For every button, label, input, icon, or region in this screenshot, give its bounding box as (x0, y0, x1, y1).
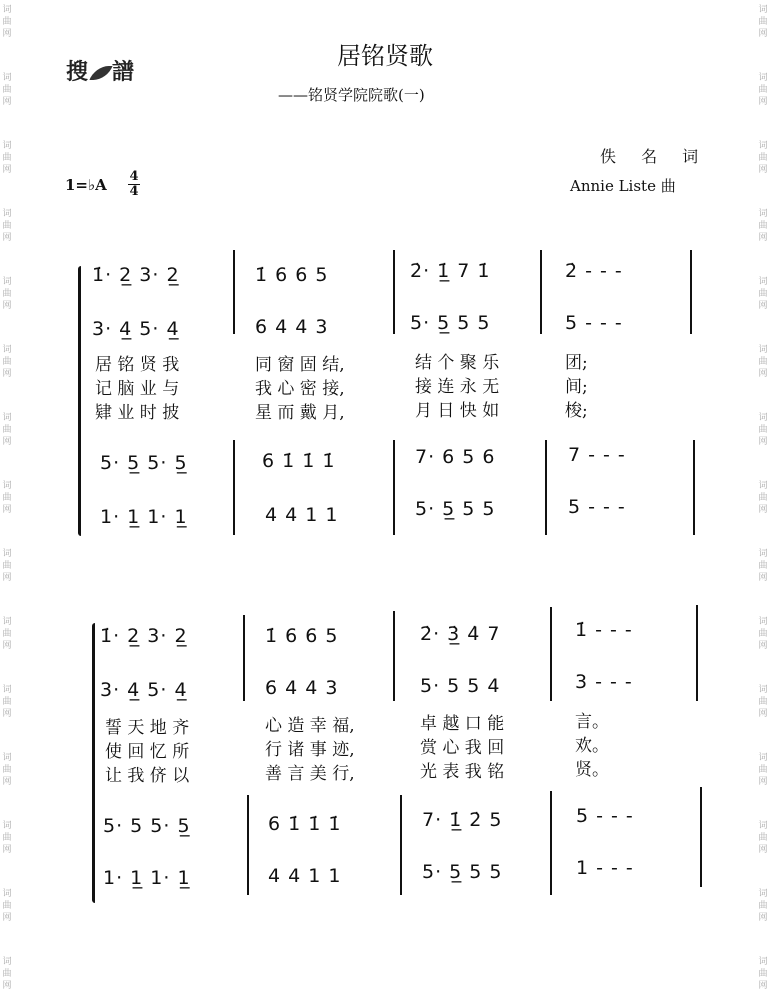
watermark-group (758, 208, 767, 244)
lyric-line-2-m2: 我 心 密 接, (255, 379, 345, 399)
watermark-char: 网 (758, 233, 768, 243)
watermark-char: 网 (2, 573, 12, 583)
watermark-char: 词 (2, 549, 12, 559)
watermark-char: 词 (2, 821, 12, 831)
time-signature (128, 170, 140, 199)
watermark-char: 曲 (2, 833, 12, 843)
lyric-line-3-m4: 梭; (565, 401, 588, 421)
watermark-char: 词 (758, 209, 768, 219)
watermark-char: 曲 (2, 17, 12, 27)
watermark-char: 网 (2, 845, 12, 855)
watermark-char: 词 (758, 549, 768, 559)
watermark-group (758, 956, 767, 992)
watermark-char: 曲 (2, 493, 12, 503)
watermark-char: 词 (758, 277, 768, 287)
watermark-char: 网 (2, 709, 12, 719)
song-subtitle: ——铭贤学院院歌(一) (278, 86, 425, 104)
lyric-line-2-m4: 间; (565, 377, 588, 397)
watermark-char: 曲 (758, 697, 768, 707)
composer-credit: Annie Liste 曲 (570, 177, 676, 195)
score-system-2 (0, 605, 770, 905)
lyric-line-3-m5: 让 我 侪 以 (105, 766, 190, 786)
watermark-group (2, 208, 11, 244)
staff3-m8: 5 - - - (576, 805, 634, 827)
watermark-group (2, 140, 11, 176)
watermark-char: 曲 (2, 357, 12, 367)
watermark-char: 曲 (758, 561, 768, 571)
watermark-char: 曲 (758, 425, 768, 435)
staff2-m3: 5· 5̲ 5 5 (410, 312, 491, 334)
watermark-char: 词 (2, 413, 12, 423)
watermark-char: 词 (758, 685, 768, 695)
staff1-m8: 1̇ - - - (575, 619, 633, 641)
watermark-char: 网 (2, 505, 12, 515)
watermark-char: 词 (2, 209, 12, 219)
staff2-m7: 5· 5 5 4 (420, 675, 501, 697)
watermark-char: 曲 (758, 357, 768, 367)
lyric-line-2-m1: 记 脑 业 与 (95, 379, 180, 399)
watermark-group (2, 548, 11, 584)
staff1-m6: 1̇ 6 6 5 (265, 625, 339, 647)
watermark-char: 网 (758, 845, 768, 855)
staff3-m4: 7 - - - (568, 444, 626, 466)
watermark-char: 曲 (2, 85, 12, 95)
lyric-line-1-m5: 誓 天 地 齐 (105, 718, 190, 738)
lyric-line-3-m8: 贤。 (575, 760, 609, 780)
lyric-line-1-m3: 结 个 聚 乐 (415, 353, 500, 373)
watermark-group (758, 4, 767, 40)
watermark-char: 曲 (2, 153, 12, 163)
watermark-char: 词 (758, 957, 768, 967)
watermark-group (2, 72, 11, 108)
watermark-char: 词 (2, 73, 12, 83)
watermark-char: 网 (2, 301, 12, 311)
watermark-char: 曲 (2, 765, 12, 775)
watermark-char: 网 (758, 913, 768, 923)
watermark-char: 网 (758, 709, 768, 719)
watermark-char: 曲 (2, 901, 12, 911)
staff3-m1: 5· 5̲ 5· 5̲ (100, 452, 188, 474)
watermark-char: 词 (758, 821, 768, 831)
watermark-char: 词 (2, 481, 12, 491)
watermark-group (758, 72, 767, 108)
staff2-m5: 3· 4̲ 5· 4̲ (100, 679, 188, 701)
lyric-line-2-m3: 接 连 永 无 (415, 377, 500, 397)
staff3-m3: 7· 6 5 6 (415, 446, 496, 468)
lyric-line-1-m4: 团; (565, 353, 588, 373)
watermark-char: 词 (2, 889, 12, 899)
staff1-m2: 1̇ 6 6 5 (255, 264, 329, 286)
watermark-char: 网 (2, 641, 12, 651)
lyric-line-3-m1: 肄 业 时 披 (95, 403, 180, 423)
watermark-char: 网 (2, 437, 12, 447)
watermark-char: 曲 (758, 493, 768, 503)
staff4-m1: 1· 1̲ 1· 1̲ (100, 506, 188, 528)
staff3-m5: 5· 5 5· 5̲ (103, 815, 191, 837)
staff2-m6: 6 4 4 3 (265, 677, 339, 699)
watermark-char: 词 (2, 617, 12, 627)
watermark-char: 网 (2, 97, 12, 107)
watermark-char: 曲 (758, 901, 768, 911)
logo-left-char: 搜 (66, 60, 91, 85)
staff4-m2: 4 4 1 1 (265, 504, 339, 526)
staff4-m3: 5· 5̲ 5 5 (415, 498, 496, 520)
watermark-char: 网 (2, 165, 12, 175)
watermark-char: 网 (2, 369, 12, 379)
watermark-group (2, 4, 11, 40)
lyric-line-2-m6: 行 诸 事 迹, (265, 740, 355, 760)
key-signature: 1=♭A (65, 176, 107, 194)
watermark-char: 词 (2, 753, 12, 763)
watermark-char: 词 (2, 5, 12, 15)
watermark-char: 网 (758, 573, 768, 583)
staff1-m3: 2̇· 1̲̇ 7 1̇ (410, 260, 491, 282)
lyric-line-1-m6: 心 造 幸 福, (265, 716, 355, 736)
lyricist-credit: 佚 名 词 (600, 147, 709, 166)
watermark-char: 词 (758, 413, 768, 423)
staff4-m5: 1· 1̲ 1· 1̲ (103, 867, 191, 889)
watermark-char: 曲 (758, 17, 768, 27)
lyric-line-3-m6: 善 言 美 行, (265, 764, 355, 784)
lyric-line-1-m7: 卓 越 口 能 (420, 714, 505, 734)
lyric-line-3-m7: 光 表 我 铭 (420, 762, 505, 782)
staff2-m4: 5 - - - (565, 312, 623, 334)
watermark-char: 词 (2, 685, 12, 695)
watermark-char: 网 (758, 301, 768, 311)
watermark-char: 网 (2, 233, 12, 243)
staff3-m7: 7· 1̲̇ 2̇ 5 (422, 809, 503, 831)
watermark-char: 网 (2, 777, 12, 787)
staff4-m7: 5· 5̲ 5 5 (422, 861, 503, 883)
staff4-m8: 1 - - - (576, 857, 634, 879)
watermark-char: 网 (758, 981, 768, 991)
staff1-m5: 1̇· 2̲ 3· 2̲ (100, 625, 188, 647)
watermark-group (758, 548, 767, 584)
logo-right-char: 譜 (112, 60, 137, 85)
lyric-line-2-m5: 使 回 忆 所 (105, 742, 190, 762)
lyric-line-3-m3: 月 日 快 如 (415, 401, 500, 421)
watermark-char: 曲 (758, 765, 768, 775)
lyric-line-1-m8: 言。 (575, 712, 609, 732)
staff1-m4: 2̇ - - - (565, 260, 623, 282)
watermark-char: 曲 (758, 153, 768, 163)
watermark-char: 网 (2, 913, 12, 923)
watermark-char: 曲 (758, 289, 768, 299)
lyric-line-3-m2: 星 而 戴 月, (255, 403, 345, 423)
watermark-char: 词 (2, 141, 12, 151)
staff2-m2: 6 4 4 3 (255, 316, 329, 338)
watermark-char: 网 (2, 981, 12, 991)
time-signature-top: 4 (129, 169, 139, 184)
watermark-group (758, 140, 767, 176)
watermark-char: 词 (758, 481, 768, 491)
staff2-m1: 3· 4̲ 5· 4̲ (92, 318, 180, 340)
watermark-char: 词 (758, 141, 768, 151)
watermark-char: 网 (758, 97, 768, 107)
staff1-m1: 1̇· 2̲ 3· 2̲ (92, 264, 180, 286)
watermark-char: 网 (758, 777, 768, 787)
watermark-char: 曲 (2, 697, 12, 707)
watermark-char: 网 (758, 29, 768, 39)
watermark-char: 曲 (758, 629, 768, 639)
watermark-char: 曲 (2, 969, 12, 979)
watermark-char: 曲 (2, 629, 12, 639)
watermark-char: 曲 (2, 289, 12, 299)
lyric-line-1-m2: 同 窗 固 结, (255, 355, 345, 375)
lyric-line-1-m1: 居 铭 贤 我 (95, 355, 180, 375)
watermark-char: 词 (758, 5, 768, 15)
watermark-char: 网 (2, 29, 12, 39)
watermark-char: 网 (758, 437, 768, 447)
watermark-char: 网 (758, 641, 768, 651)
song-title: 居铭贤歌 (337, 42, 433, 70)
watermark-char: 曲 (758, 833, 768, 843)
watermark-char: 词 (758, 889, 768, 899)
watermark-char: 网 (758, 505, 768, 515)
staff4-m4: 5 - - - (568, 496, 626, 518)
staff1-m7: 2̇· 3̲̇ 4̇ 7 (420, 623, 501, 645)
score-system-1 (0, 250, 770, 540)
watermark-char: 网 (758, 369, 768, 379)
watermark-char: 词 (758, 345, 768, 355)
staff3-m6: 6 1̇ 1̇ 1̇ (268, 813, 342, 835)
staff3-m2: 6 1̇ 1̇ 1̇ (262, 450, 336, 472)
watermark-char: 曲 (758, 969, 768, 979)
lyric-line-2-m7: 赏 心 我 回 (420, 738, 505, 758)
watermark-group (2, 956, 11, 992)
watermark-char: 曲 (758, 85, 768, 95)
watermark-char: 曲 (2, 425, 12, 435)
watermark-char: 曲 (2, 561, 12, 571)
watermark-char: 词 (758, 73, 768, 83)
watermark-char: 词 (758, 753, 768, 763)
watermark-char: 网 (758, 165, 768, 175)
watermark-char: 曲 (2, 221, 12, 231)
time-signature-bottom: 4 (129, 184, 139, 199)
staff2-m8: 3 - - - (575, 671, 633, 693)
watermark-char: 词 (2, 957, 12, 967)
watermark-char: 曲 (758, 221, 768, 231)
staff4-m6: 4 4 1 1 (268, 865, 342, 887)
watermark-char: 词 (758, 617, 768, 627)
lyric-line-2-m8: 欢。 (575, 736, 609, 756)
watermark-char: 词 (2, 345, 12, 355)
watermark-char: 词 (2, 277, 12, 287)
